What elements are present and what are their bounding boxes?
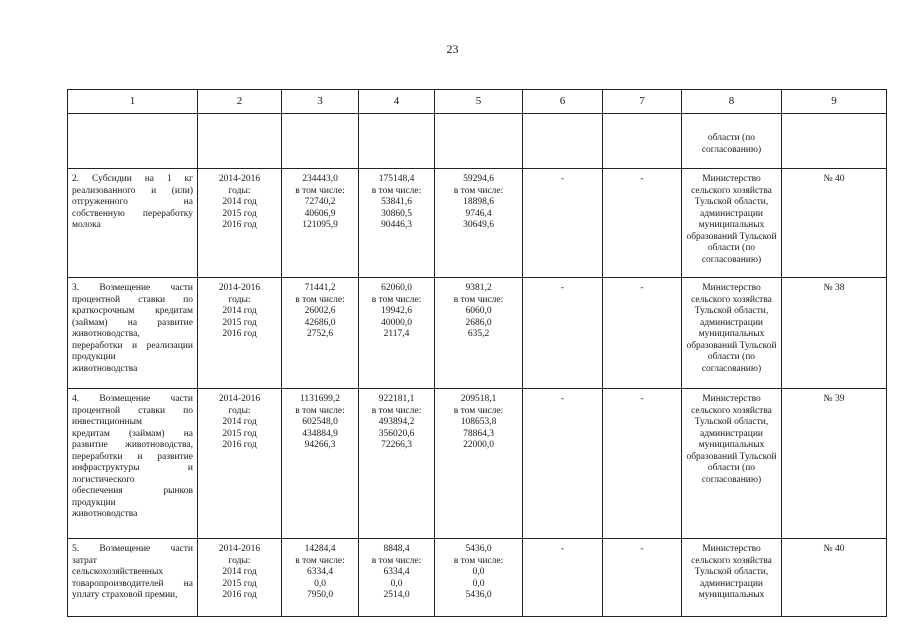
funding-line: 2514,0 bbox=[383, 590, 410, 600]
funding-line: 602548,0 bbox=[302, 417, 338, 427]
executor-line: сельского хозяйства bbox=[691, 294, 772, 305]
executor-line: сельского хозяйства bbox=[691, 405, 772, 416]
funding-line: 42686,0 bbox=[304, 317, 336, 328]
measure-name-line: затрат bbox=[72, 555, 97, 566]
funding-line: 2117,4 bbox=[383, 329, 410, 339]
funding-line: 30649,6 bbox=[463, 220, 494, 230]
measure-name-cell bbox=[68, 169, 198, 278]
table-row bbox=[68, 169, 887, 278]
period-line: 2016 год bbox=[222, 590, 257, 600]
indicator-cell: № 39 bbox=[782, 389, 887, 539]
measure-name-cell bbox=[68, 389, 198, 539]
executor-line: области (по bbox=[707, 243, 756, 253]
funding-line: 72740,2 bbox=[304, 197, 336, 207]
period-line: 2015 год bbox=[222, 317, 257, 328]
table-cell bbox=[282, 114, 359, 169]
dash-cell: - bbox=[603, 278, 682, 389]
measure-name-line: 4. Возмещение части bbox=[72, 394, 193, 404]
total-funding-cell bbox=[282, 169, 359, 278]
measure-name-line: молока bbox=[72, 220, 101, 230]
indicator-cell: № 38 bbox=[782, 278, 887, 389]
dash-cell: - bbox=[523, 389, 603, 539]
measure-name-line: продукции bbox=[72, 497, 116, 508]
funding-line: в том числе: bbox=[453, 555, 504, 566]
period-cell bbox=[198, 389, 282, 539]
measure-name-line: краткосрочным кредитам bbox=[72, 306, 193, 316]
funding-line: 493894,2 bbox=[378, 417, 415, 427]
funding-line: в том числе: bbox=[371, 555, 422, 566]
funding-line: в том числе: bbox=[295, 294, 345, 305]
table-cell bbox=[523, 114, 603, 169]
executor-cell bbox=[682, 114, 782, 169]
executor-line: муниципальных bbox=[698, 329, 765, 339]
funding-line: в том числе: bbox=[295, 555, 345, 566]
executor-cell bbox=[682, 389, 782, 539]
funding-line: 108653,8 bbox=[460, 417, 497, 427]
funding-line: в том числе: bbox=[371, 294, 422, 305]
period-line: 2014 год bbox=[222, 197, 257, 207]
funding-line: 6060,0 bbox=[465, 306, 492, 316]
measure-name-line: животноводства bbox=[72, 363, 138, 374]
period-line: 2015 год bbox=[222, 208, 257, 219]
funding-line: 0,0 bbox=[472, 578, 485, 589]
regional-funding-cell bbox=[359, 278, 435, 389]
measure-name-line: переработки и развитие bbox=[72, 451, 193, 462]
executor-line: Тульской области, bbox=[694, 417, 769, 427]
executor-line: области (по bbox=[707, 133, 756, 143]
measure-name-line: сельскохозяйственных bbox=[72, 567, 164, 577]
executor-line: согласованию) bbox=[701, 254, 762, 265]
indicator-cell: № 40 bbox=[782, 169, 887, 278]
funding-line: 78864,3 bbox=[463, 428, 494, 439]
regional-funding-cell bbox=[359, 169, 435, 278]
measure-name-line: процентной ставки по bbox=[72, 405, 193, 416]
period-line: годы: bbox=[228, 555, 251, 566]
measure-name-line: продукции bbox=[72, 352, 116, 362]
measure-name-line: развитие животноводства, bbox=[72, 440, 193, 450]
executor-line: Министерство bbox=[702, 544, 761, 554]
funding-line: в том числе: bbox=[453, 294, 504, 305]
table-row bbox=[68, 539, 887, 617]
table-row bbox=[68, 114, 887, 169]
funding-line: 26002,6 bbox=[304, 306, 336, 316]
program-table bbox=[67, 89, 887, 617]
funding-line: в том числе: bbox=[371, 405, 422, 416]
funding-line: 356020,6 bbox=[378, 428, 415, 439]
period-line: 2016 год bbox=[222, 329, 257, 339]
federal-funding-cell bbox=[435, 539, 523, 617]
funding-line: 2686,0 bbox=[465, 317, 492, 328]
period-line: 2014 год bbox=[222, 567, 257, 577]
header-cell: 5 bbox=[435, 90, 523, 114]
measure-name-line: логистического bbox=[72, 474, 135, 485]
period-line: 2014 год bbox=[222, 306, 257, 316]
executor-line: Тульской области, bbox=[694, 197, 769, 207]
funding-line: 59294,6 bbox=[463, 174, 494, 184]
executor-line: согласованию) bbox=[701, 144, 762, 155]
federal-funding-cell bbox=[435, 389, 523, 539]
total-funding-cell bbox=[282, 389, 359, 539]
measure-name-cell bbox=[68, 539, 198, 617]
executor-line: администрации bbox=[699, 208, 764, 219]
header-cell: 2 bbox=[198, 90, 282, 114]
funding-line: в том числе: bbox=[453, 185, 504, 196]
executor-line: образований Тульской bbox=[686, 451, 777, 462]
funding-line: 175148,4 bbox=[378, 174, 415, 184]
funding-line: 40606,9 bbox=[304, 208, 336, 219]
funding-line: 434884,9 bbox=[302, 428, 338, 439]
executor-line: администрации bbox=[699, 428, 764, 439]
executor-line: муниципальных bbox=[698, 590, 765, 600]
dash-cell: - bbox=[603, 389, 682, 539]
header-row bbox=[68, 90, 887, 114]
funding-line: 22000,0 bbox=[463, 440, 494, 450]
measure-name-line: переработки и реализации bbox=[72, 340, 193, 351]
executor-line: области (по bbox=[707, 463, 756, 473]
executor-line: образований Тульской bbox=[686, 231, 777, 242]
period-cell bbox=[198, 278, 282, 389]
period-line: 2014-2016 bbox=[218, 283, 261, 293]
measure-name-line: животноводства bbox=[72, 509, 138, 519]
executor-line: Министерство bbox=[702, 394, 761, 404]
funding-line: в том числе: bbox=[295, 185, 345, 196]
period-cell bbox=[198, 539, 282, 617]
executor-cell bbox=[682, 278, 782, 389]
measure-name-line: инфраструктуры и bbox=[72, 463, 193, 473]
table-cell bbox=[359, 114, 435, 169]
measure-name-line: животноводства, bbox=[72, 329, 140, 339]
funding-line: в том числе: bbox=[453, 405, 504, 416]
executor-line: Министерство bbox=[702, 174, 761, 184]
period-line: 2016 год bbox=[222, 220, 257, 230]
regional-funding-cell bbox=[359, 539, 435, 617]
federal-funding-cell bbox=[435, 278, 523, 389]
funding-line: 72266,3 bbox=[381, 440, 412, 450]
funding-line: 5436,0 bbox=[465, 544, 492, 554]
executor-line: муниципальных bbox=[698, 220, 765, 230]
period-line: 2015 год bbox=[222, 578, 257, 589]
funding-line: 18898,6 bbox=[463, 197, 494, 207]
funding-line: 53841,6 bbox=[381, 197, 412, 207]
funding-line: 0,0 bbox=[390, 578, 403, 589]
executor-line: согласованию) bbox=[701, 363, 762, 374]
dash-cell: - bbox=[523, 169, 603, 278]
measure-name-line: 3. Возмещение части bbox=[72, 283, 193, 293]
measure-name-line: собственную переработку bbox=[72, 208, 193, 219]
funding-line: 6334,4 bbox=[306, 567, 334, 577]
period-line: годы: bbox=[228, 294, 251, 305]
measure-name-line: 2. Субсидии на 1 кг bbox=[72, 174, 193, 184]
measure-name-line: товаропроизводителей на bbox=[72, 578, 193, 589]
measure-name-line: отгруженного на bbox=[72, 197, 193, 207]
funding-line: 6334,4 bbox=[383, 567, 410, 577]
measure-name-line: уплату страховой премии, bbox=[72, 590, 178, 600]
table-row bbox=[68, 389, 887, 539]
funding-line: 0,0 bbox=[314, 578, 326, 589]
executor-line: Тульской области, bbox=[694, 567, 769, 577]
period-line: годы: bbox=[228, 185, 251, 196]
funding-line: 14284,4 bbox=[304, 544, 336, 554]
dash-cell: - bbox=[603, 169, 682, 278]
header-cell: 9 bbox=[782, 90, 887, 114]
measure-name-line: реализованного и (или) bbox=[72, 185, 193, 196]
funding-line: 9381,2 bbox=[465, 283, 492, 293]
funding-line: в том числе: bbox=[371, 185, 422, 196]
funding-line: 94266,3 bbox=[304, 440, 336, 450]
table-row bbox=[68, 278, 887, 389]
executor-line: муниципальных bbox=[698, 440, 765, 450]
table-cell bbox=[603, 114, 682, 169]
dash-cell: - bbox=[523, 539, 603, 617]
header-cell: 7 bbox=[603, 90, 682, 114]
regional-funding-cell bbox=[359, 389, 435, 539]
funding-line: 1131699,2 bbox=[299, 394, 341, 404]
funding-line: 71441,2 bbox=[304, 283, 336, 293]
executor-line: Министерство bbox=[702, 283, 761, 293]
header-cell: 6 bbox=[523, 90, 603, 114]
executor-line: сельского хозяйства bbox=[691, 185, 772, 196]
executor-line: согласованию) bbox=[701, 474, 762, 485]
executor-line: администрации bbox=[699, 578, 764, 589]
executor-line: сельского хозяйства bbox=[691, 555, 772, 566]
page-number: 23 bbox=[446, 42, 459, 56]
executor-line: Тульской области, bbox=[694, 306, 769, 316]
measure-name-line: 5. Возмещение части bbox=[72, 544, 193, 554]
funding-line: 62060,0 bbox=[381, 283, 412, 293]
measure-name-line: обеспечения рынков bbox=[72, 486, 193, 496]
total-funding-cell bbox=[282, 278, 359, 389]
header-cell: 4 bbox=[359, 90, 435, 114]
table-cell bbox=[68, 114, 198, 169]
measure-name-line: (займам) на развитие bbox=[72, 317, 193, 328]
period-line: 2014-2016 bbox=[218, 174, 261, 184]
funding-line: 9746,4 bbox=[465, 208, 492, 219]
funding-line: 0,0 bbox=[472, 567, 485, 577]
funding-line: 40000,0 bbox=[381, 317, 412, 328]
period-line: годы: bbox=[228, 405, 251, 416]
funding-line: 5436,0 bbox=[465, 590, 492, 600]
executor-line: области (по bbox=[707, 352, 756, 362]
funding-line: 8848,4 bbox=[383, 544, 410, 554]
period-line: 2016 год bbox=[222, 440, 257, 450]
period-line: 2014 год bbox=[222, 417, 257, 427]
funding-line: 90446,3 bbox=[381, 220, 412, 230]
funding-line: 635,2 bbox=[467, 329, 490, 339]
federal-funding-cell bbox=[435, 169, 523, 278]
header-cell: 8 bbox=[682, 90, 782, 114]
period-line: 2014-2016 bbox=[218, 394, 261, 404]
funding-line: 234443,0 bbox=[302, 174, 338, 184]
measure-name-line: инвестиционным bbox=[72, 417, 142, 427]
period-line: 2015 год bbox=[222, 428, 257, 439]
executor-cell bbox=[682, 539, 782, 617]
table-cell bbox=[435, 114, 523, 169]
indicator-cell: № 40 bbox=[782, 539, 887, 617]
period-cell bbox=[198, 169, 282, 278]
dash-cell: - bbox=[523, 278, 603, 389]
measure-name-line: кредитам (займам) на bbox=[72, 428, 193, 439]
funding-line: 30860,5 bbox=[381, 208, 412, 219]
executor-line: администрации bbox=[699, 317, 764, 328]
funding-line: в том числе: bbox=[295, 405, 345, 416]
total-funding-cell bbox=[282, 539, 359, 617]
measure-name-line: процентной ставки по bbox=[72, 294, 193, 305]
table-cell bbox=[198, 114, 282, 169]
executor-cell bbox=[682, 169, 782, 278]
period-line: 2014-2016 bbox=[218, 544, 261, 554]
table-cell bbox=[782, 114, 887, 169]
dash-cell: - bbox=[603, 539, 682, 617]
funding-line: 121095,9 bbox=[302, 220, 338, 230]
header-cell: 3 bbox=[282, 90, 359, 114]
funding-line: 7950,0 bbox=[306, 590, 334, 600]
funding-line: 19942,6 bbox=[381, 306, 412, 316]
funding-line: 922181,1 bbox=[378, 394, 415, 404]
measure-name-cell bbox=[68, 278, 198, 389]
funding-line: 2752,6 bbox=[306, 329, 334, 339]
executor-line: образований Тульской bbox=[686, 340, 777, 351]
header-cell: 1 bbox=[68, 90, 198, 114]
funding-line: 209518,1 bbox=[460, 394, 497, 404]
